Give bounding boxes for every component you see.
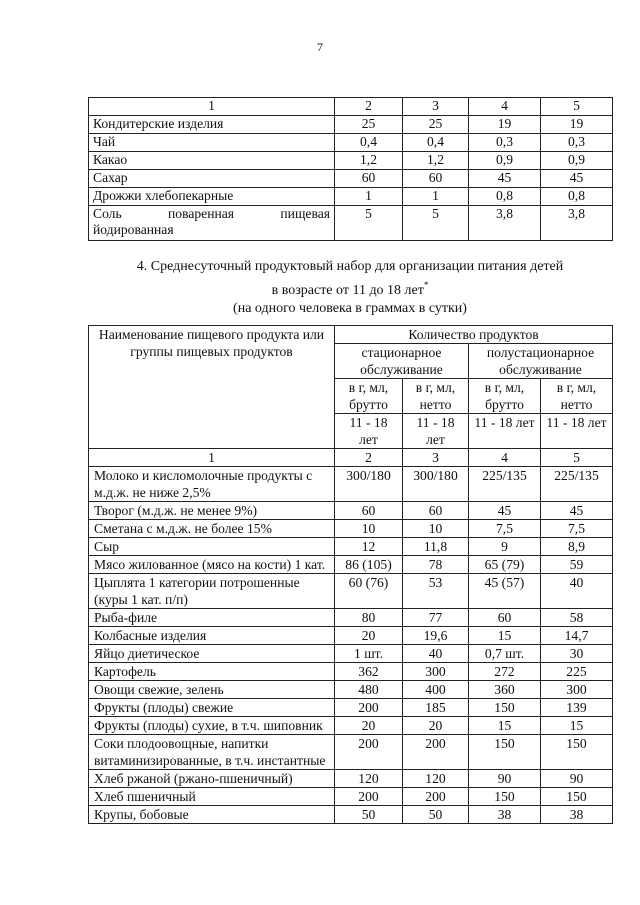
- value-cell: 38: [469, 806, 541, 824]
- value-cell: 60: [335, 170, 403, 188]
- table2-header-row-1: [89, 326, 613, 344]
- value-cell: 185: [403, 699, 469, 717]
- value-cell: 45: [541, 170, 613, 188]
- product-name-cell: Дрожжи хлебопекарные: [89, 188, 335, 206]
- value-cell: 272: [469, 663, 541, 681]
- value-cell: 45: [469, 502, 541, 520]
- value-cell: 300/180: [403, 467, 469, 502]
- value-cell: 1,2: [335, 152, 403, 170]
- table-row: [89, 717, 613, 735]
- value-cell: 480: [335, 681, 403, 699]
- table-row: [89, 556, 613, 574]
- value-cell: 25: [335, 116, 403, 134]
- table2-numbering-row: [89, 449, 613, 467]
- table-row: [89, 152, 613, 170]
- value-cell: 38: [541, 806, 613, 824]
- heading-line-3: (на одного человека в граммах в сутки): [233, 301, 467, 316]
- value-cell: 0,8: [469, 188, 541, 206]
- product-name-line: Соль поваренная пищевая: [93, 206, 330, 221]
- table-row: [89, 206, 613, 241]
- value-cell: 14,7: [541, 627, 613, 645]
- value-cell: 3,8: [469, 206, 541, 241]
- table-row: [89, 770, 613, 788]
- value-cell: 150: [469, 699, 541, 717]
- table-row: [89, 609, 613, 627]
- value-cell: 60: [403, 502, 469, 520]
- product-name-cell: Фрукты (плоды) свежие: [89, 699, 335, 717]
- product-name-cell: Цыплята 1 категории потрошенные (куры 1 кат. п/п): [89, 574, 335, 609]
- product-name-cell: Сахар: [89, 170, 335, 188]
- table-row: [89, 134, 613, 152]
- value-cell: 40: [403, 645, 469, 663]
- age-header: 11 - 18 лет: [335, 414, 403, 449]
- value-cell: 65 (79): [469, 556, 541, 574]
- value-cell: 139: [541, 699, 613, 717]
- product-name-cell: Кондитерские изделия: [89, 116, 335, 134]
- semi-inpatient-header: полустационарное обслуживание: [469, 344, 613, 379]
- product-name-cell: Колбасные изделия: [89, 627, 335, 645]
- value-cell: 90: [541, 770, 613, 788]
- value-cell: 225: [541, 663, 613, 681]
- value-cell: 60: [403, 170, 469, 188]
- value-cell: 400: [403, 681, 469, 699]
- product-name-cell: Творог (м.д.ж. не менее 9%): [89, 502, 335, 520]
- value-cell: 11,8: [403, 538, 469, 556]
- value-cell: 12: [335, 538, 403, 556]
- table-row: [89, 116, 613, 134]
- brutto-header: в г, мл, брутто: [335, 379, 403, 414]
- value-cell: 150: [541, 735, 613, 770]
- product-name-cell: Сметана с м.д.ж. не более 15%: [89, 520, 335, 538]
- table1-header-cell: 2: [335, 98, 403, 116]
- product-name-cell: Хлеб ржаной (ржано-пшеничный): [89, 770, 335, 788]
- table1-header-cell: 3: [403, 98, 469, 116]
- value-cell: 15: [541, 717, 613, 735]
- value-cell: 60 (76): [335, 574, 403, 609]
- value-cell: 59: [541, 556, 613, 574]
- value-cell: 1: [335, 188, 403, 206]
- table-row: [89, 538, 613, 556]
- table-row: [89, 170, 613, 188]
- age-header: 11 - 18 лет: [469, 414, 541, 449]
- value-cell: 30: [541, 645, 613, 663]
- value-cell: 15: [469, 627, 541, 645]
- value-cell: 200: [335, 699, 403, 717]
- consumption-table-continued: [88, 97, 613, 241]
- table-row: [89, 502, 613, 520]
- product-name-cell: [89, 206, 335, 241]
- value-cell: 80: [335, 609, 403, 627]
- value-cell: 1,2: [403, 152, 469, 170]
- table1-header-cell: 4: [469, 98, 541, 116]
- value-cell: 0,4: [403, 134, 469, 152]
- inpatient-header: стационарное обслуживание: [335, 344, 469, 379]
- product-name-cell: Чай: [89, 134, 335, 152]
- value-cell: 20: [335, 717, 403, 735]
- value-cell: 60: [469, 609, 541, 627]
- value-cell: 45: [541, 502, 613, 520]
- product-name-cell: Хлеб пшеничный: [89, 788, 335, 806]
- value-cell: 150: [469, 788, 541, 806]
- value-cell: 360: [469, 681, 541, 699]
- product-name-cell: Яйцо диетическое: [89, 645, 335, 663]
- table1-header-cell: 5: [541, 98, 613, 116]
- value-cell: 200: [335, 735, 403, 770]
- table-row: [89, 663, 613, 681]
- value-cell: 1 шт.: [335, 645, 403, 663]
- value-cell: 7,5: [541, 520, 613, 538]
- product-name-cell: Молоко и кисломолочные продукты с м.д.ж. не ниже 2,5%: [89, 467, 335, 502]
- column-number: 5: [541, 449, 613, 467]
- value-cell: 40: [541, 574, 613, 609]
- value-cell: 60: [335, 502, 403, 520]
- table-row: [89, 788, 613, 806]
- product-name-line: йодированная: [93, 222, 174, 237]
- table-row: [89, 699, 613, 717]
- table-row: [89, 520, 613, 538]
- value-cell: 0,4: [335, 134, 403, 152]
- heading-line-1: 4. Среднесуточный продуктовый набор для организации питания детей: [136, 259, 564, 274]
- value-cell: 10: [335, 520, 403, 538]
- value-cell: 120: [403, 770, 469, 788]
- value-cell: 58: [541, 609, 613, 627]
- value-cell: 5: [403, 206, 469, 241]
- column-number: 3: [403, 449, 469, 467]
- table-row: [89, 574, 613, 609]
- value-cell: 45 (57): [469, 574, 541, 609]
- value-cell: 90: [469, 770, 541, 788]
- table-row: [89, 188, 613, 206]
- value-cell: 25: [403, 116, 469, 134]
- product-name-cell: Сыр: [89, 538, 335, 556]
- section-heading: [60, 258, 640, 318]
- value-cell: 19: [469, 116, 541, 134]
- value-cell: 19: [541, 116, 613, 134]
- value-cell: 200: [403, 788, 469, 806]
- footnote-mark: *: [423, 280, 429, 290]
- product-name-cell: Крупы, бобовые: [89, 806, 335, 824]
- product-name-cell: Рыба-филе: [89, 609, 335, 627]
- value-cell: 19,6: [403, 627, 469, 645]
- netto-header: в г, мл, нетто: [403, 379, 469, 414]
- product-name-cell: Фрукты (плоды) сухие, в т.ч. шиповник: [89, 717, 335, 735]
- value-cell: 0,9: [469, 152, 541, 170]
- value-cell: 20: [403, 717, 469, 735]
- heading-line-2: [60, 276, 640, 300]
- value-cell: 0,8: [541, 188, 613, 206]
- value-cell: 200: [403, 735, 469, 770]
- product-name-cell: Мясо жилованное (мясо на кости) 1 кат.: [89, 556, 335, 574]
- value-cell: 50: [335, 806, 403, 824]
- value-cell: 150: [469, 735, 541, 770]
- value-cell: 20: [335, 627, 403, 645]
- table-row: [89, 681, 613, 699]
- value-cell: 0,3: [541, 134, 613, 152]
- product-name-cell: Какао: [89, 152, 335, 170]
- value-cell: 77: [403, 609, 469, 627]
- table2-body: [89, 326, 613, 824]
- value-cell: 0,7 шт.: [469, 645, 541, 663]
- value-cell: 362: [335, 663, 403, 681]
- value-cell: 15: [469, 717, 541, 735]
- value-cell: 9: [469, 538, 541, 556]
- value-cell: 300: [541, 681, 613, 699]
- value-cell: 7,5: [469, 520, 541, 538]
- column-number: 2: [335, 449, 403, 467]
- value-cell: 200: [335, 788, 403, 806]
- table-row: [89, 735, 613, 770]
- value-cell: 225/135: [541, 467, 613, 502]
- product-name-cell: Овощи свежие, зелень: [89, 681, 335, 699]
- heading-age-range: в возрасте от 11 до 18 лет: [271, 283, 424, 298]
- value-cell: 150: [541, 788, 613, 806]
- value-cell: 45: [469, 170, 541, 188]
- value-cell: 300: [403, 663, 469, 681]
- value-cell: 8,9: [541, 538, 613, 556]
- product-name-cell: Соки плодоовощные, напитки витаминизированные, в т.ч. инстантные: [89, 735, 335, 770]
- table-row: [89, 467, 613, 502]
- table-row: [89, 645, 613, 663]
- food-set-table: [88, 325, 613, 824]
- value-cell: 300/180: [335, 467, 403, 502]
- product-name-header: Наименование пищевого продукта или группы пищевых продуктов: [89, 326, 335, 449]
- value-cell: 86 (105): [335, 556, 403, 574]
- netto-header: в г, мл, нетто: [541, 379, 613, 414]
- value-cell: 50: [403, 806, 469, 824]
- value-cell: 3,8: [541, 206, 613, 241]
- value-cell: 120: [335, 770, 403, 788]
- value-cell: 0,3: [469, 134, 541, 152]
- table-row: [89, 627, 613, 645]
- table-row: [89, 806, 613, 824]
- column-number: 1: [89, 449, 335, 467]
- value-cell: 10: [403, 520, 469, 538]
- table1-body: [89, 98, 613, 241]
- value-cell: 1: [403, 188, 469, 206]
- value-cell: 53: [403, 574, 469, 609]
- value-cell: 0,9: [541, 152, 613, 170]
- page-number: 7: [317, 40, 323, 54]
- value-cell: 5: [335, 206, 403, 241]
- age-header: 11 - 18 лет: [403, 414, 469, 449]
- value-cell: 78: [403, 556, 469, 574]
- table1-header-row: [89, 98, 613, 116]
- table1-header-cell: 1: [89, 98, 335, 116]
- brutto-header: в г, мл, брутто: [469, 379, 541, 414]
- product-name-cell: Картофель: [89, 663, 335, 681]
- column-number: 4: [469, 449, 541, 467]
- age-header: 11 - 18 лет: [541, 414, 613, 449]
- quantity-header: Количество продуктов: [335, 326, 613, 344]
- value-cell: 225/135: [469, 467, 541, 502]
